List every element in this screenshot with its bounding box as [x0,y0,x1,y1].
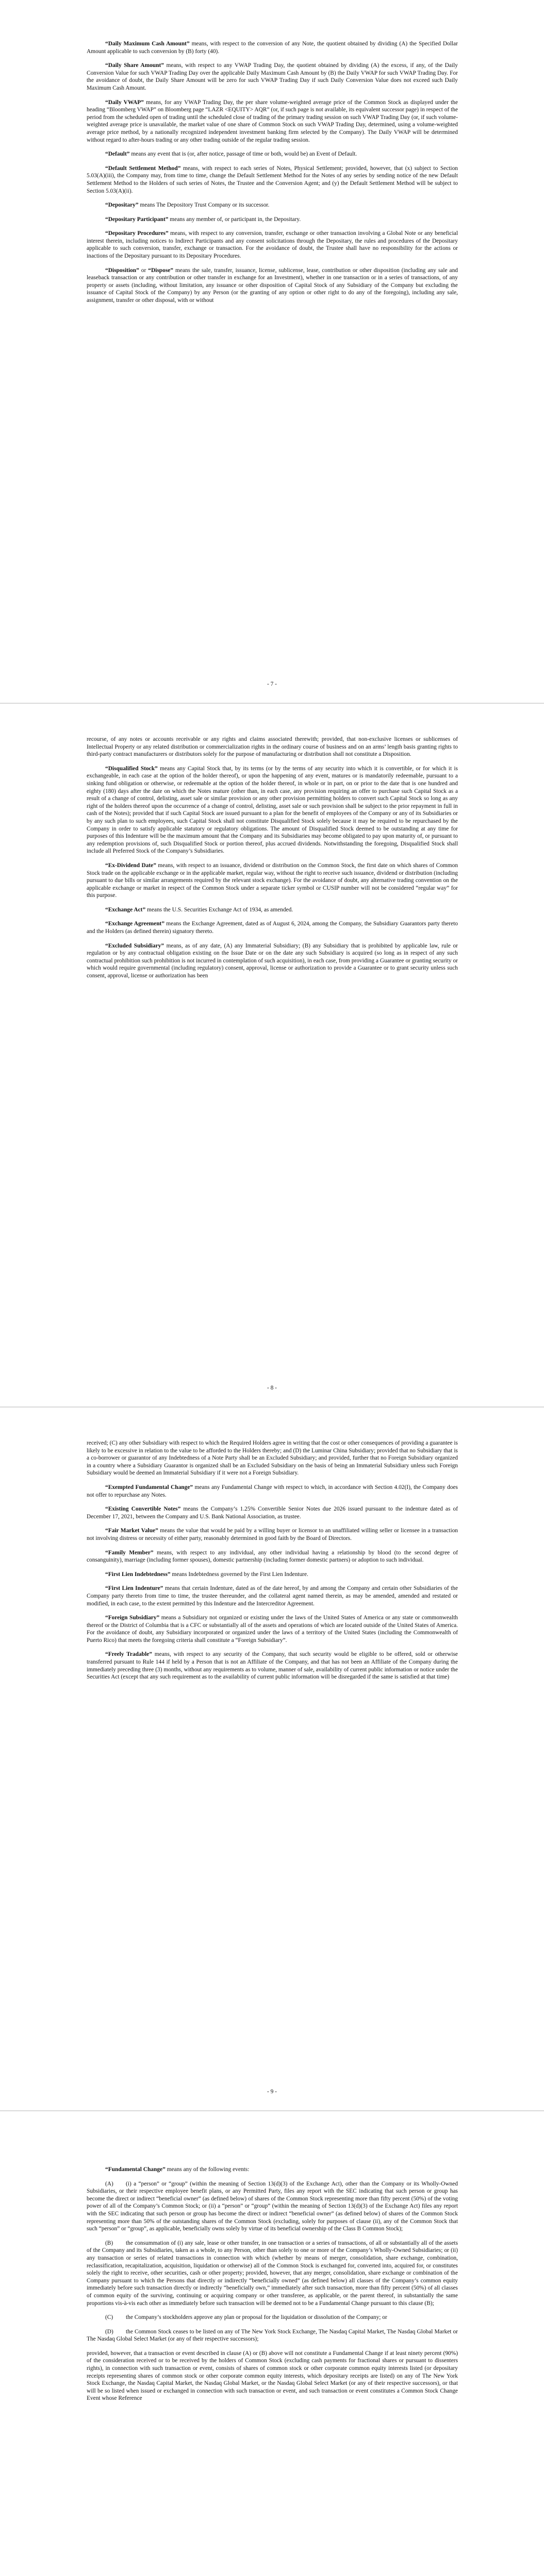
definition-paragraph [87,2166,458,2174]
paragraph-text: means the Exchange Agreement, dated as of August 6, 2024, among the Company, the Subsidiary Guarantors party thereto and the Holders (as defined therein) signatory thereto. [87,921,458,935]
defined-term: “Foreign Subsidiary” [105,1615,160,1621]
defined-term: “Excluded Subsidiary” [105,942,164,949]
page-10-content [87,2166,458,2409]
definition-paragraph [87,1571,458,1579]
page-7 [0,0,544,702]
continued-paragraph [87,736,458,758]
defined-term: “Exempted Fundamental Change” [105,1484,193,1490]
definition-paragraph [87,1651,458,1681]
paragraph-text: means, for any VWAP Trading Day, the per share volume-weighted average price of the Common Stock as displayed under the heading “Bloomberg VWAP” on Bloomberg page “LAZR <EQUITY> AQR” (or, if such page is not available, its equivalent successor page) in respect of the period from the scheduled open of trading until the scheduled close of trading of the primary trading session on such VWAP Trading Day (or, if such volume-weighted average price is unavailable, the market value of one share of Common Stock on such VWAP Trading Day, determined, using a volume-weighted average price method, by a nationally recognized independent investment banking firm selected by the Company). The Daily VWAP will be determined without regard to after-hours trading or any other trading outside of the regular trading session. [87,99,458,143]
paragraph-text: means any of the following events: [165,2166,250,2173]
defined-term: “Freely Tradable” [105,1651,152,1658]
paragraph-text: means any Fundamental Change with respect to which, in accordance with Section 4.02(I), the Company does not offer to repurchase any Notes. [87,1484,458,1498]
paragraph-text: provided, however, that a transaction or event described in clause (A) or (B) above will not constitute a Fundamental Change if at least ninety percent (90%) of the consideration received or to be received by the holders of Common Stock (excluding cash payments for fractional shares or pursuant to dissenters rights), in connection with such transaction or event, consists of shares of common stock or other corporate common equity interests listed (or depositary receipts representing shares of common stock or other corporate common equity interests, which depositary receipts are listed) on any of The New York Stock Exchange, the Nasdaq Capital Market, the Nasdaq Global Market, or the Nasdaq Global Select Market (or any of their respective successors), or that will be so listed when issued or exchanged in connection with such transaction or event, and such transaction or event constitutes a Common Stock Change Event whose Reference [87,2350,458,2402]
definition-paragraph [87,62,458,92]
paragraph-text: means, with respect to any VWAP Trading Day, the quotient obtained by dividing (A) the excess, if any, of the Daily Conversion Value for such VWAP Trading Day over the applicable Daily Maximum Cash Amount by (B) the Daily VWAP for such VWAP Trading Day. For the avoidance of doubt, the Daily Share Amount will be zero for such VWAP Trading Day if such Daily Conversion Value does not exceed such Daily Maximum Cash Amount. [87,62,458,91]
paragraph-text: means that certain Indenture, dated as of the date hereof, by and among the Company and certain other Subsidiaries of the Company party thereto from time to time, the trustee thereunder, and the collateral agent named therein, as may be amended, amended and restated or modified, in each case, to the extent permitted by this Indenture and the Intercreditor Agreement. [87,1585,458,1607]
definition-paragraph [87,906,458,914]
paragraph-text: means, as of any date, (A) any Immaterial Subsidiary; (B) any Subsidiary that is prohibited by applicable law, rule or regulation or by any contractual obligation existing on the Issue Date or on the date any such Subsidiary is acquired (so long as in respect of any such contractual prohibition such prohibition is not incurred in contemplation of such acquisition), in each case, from providing a Guarantee or granting security or which would require governmental (including regulatory) consent, approval, license or authorization to provide a Guarantee or to grant security unless such consent, approval, license or authorization has been [87,942,458,979]
page-8-content [87,736,458,987]
clause-paragraph [87,2180,458,2233]
defined-term: “First Lien Indebtedness” [105,1571,171,1578]
defined-term: “Daily VWAP” [105,99,144,106]
paragraph-text: means Indebtedness governed by the First Lien Indenture. [170,1571,308,1578]
defined-term: “Dispose” [148,267,173,274]
defined-term: “Disposition” [105,267,139,274]
defined-term: “Disqualified Stock” [105,765,158,772]
definition-paragraph [87,1585,458,1607]
defined-term: “Depositary Procedures” [105,230,169,237]
paragraph-text: means the sale, transfer, issuance, license, sublicense, lease, contribution or other disposition (including any sale and leaseback transaction or any contribution or other transfer in exchange for an Investment), whether in one transaction or in a series of transactions, of any property or assets (including, without limitation, any issuance or other disposition of Capital Stock of any Subsidiary of the Company but excluding the issuance of Capital Stock of the Company) by any Person (or the granting of any option or other right to do any of the foregoing), including any sale, assignment, transfer or other disposal, with or without [87,267,458,304]
definition-paragraph [87,230,458,260]
continued-paragraph [87,1439,458,1477]
definition-paragraph [87,1527,458,1542]
paragraph-text: recourse, of any notes or accounts receivable or any rights and claims associated therewith; provided, that non-exclusive licenses or sublicenses of Intellectual Property or any related distribution or commercialization rights in the ordinary course of business and on an arms’ length basis granting rights to third-party contract manufacturers or distributors solely for the purpose of manufacturing or distribution shall not constitute a Disposition. [87,736,458,758]
definition-paragraph [87,150,458,158]
continued-paragraph [87,2350,458,2402]
paragraph-text: the Common Stock ceases to be listed on any of The New York Stock Exchange, The Nasdaq Capital Market, The Nasdaq Global Market or The Nasdaq Global Select Market (or any of their respective successors); [87,2328,458,2343]
clause-paragraph [87,2328,458,2343]
paragraph-text: means, with respect to each series of Notes, Physical Settlement; provided, however, that (x) subject to Section 5.03(A)(iii), the Company may, from time to time, change the Default Settlement Method for the Notes of any series by sending notice of the new Default Settlement Method to the Holders of such series of Notes, the Trustee and the Conversion Agent; and (y) the Default Settlement Method will be subject to Section 5.03(A)(ii). [87,165,458,194]
definition-paragraph [87,201,458,209]
clause-label: (D) [105,2328,113,2335]
definition-paragraph [87,1484,458,1499]
definition-paragraph [87,1505,458,1520]
clause-label: (B) [105,2240,113,2246]
definition-paragraph [87,216,458,224]
definition-paragraph [87,99,458,144]
paragraph-text: means the value that would be paid by a willing buyer or licensor to an unaffiliated willing seller or licensee in a transaction not involving distress or necessity of either party, reasonably determined in good faith by the Board of Directors. [87,1528,458,1541]
paragraph-text: means, with respect to an issuance, dividend or distribution on the Common Stock, the first date on which shares of Common Stock trade on the applicable exchange or in the applicable market, regular way, without the right to receive such issuance, dividend or distribution (including pursuant to due bills or similar arrangements required by the relevant stock exchange). For the avoidance of doubt, any alternative trading convention on the applicable exchange or market in respect of the Common Stock under a separate ticker symbol or CUSIP number will not be considered “regular way” for this purpose. [87,862,458,899]
paragraph-text: means the U.S. Securities Exchange Act of 1934, as amended. [145,906,293,913]
clause-paragraph [87,2314,458,2321]
paragraph-text: means, with respect to any security of the Company, that such security would be eligible to be offered, sold or otherwise transferred pursuant to Rule 144 if held by a Person that is not an Affiliate of the Company, and that has not been an Affiliate of the Company during the immediately preceding three (3) months, without any requirements as to volume, manner of sale, availability of current public information or notice under the Securities Act (except that any such requirement as to the availability of current public information will be disregarded if the same is satisfied at that time) [87,1651,458,1681]
page-7-content [87,40,458,311]
definition-paragraph [87,40,458,55]
defined-term: “Depositary Participant” [105,216,169,223]
clause-label: (C) [105,2314,113,2321]
definition-paragraph [87,1549,458,1564]
defined-term: “Exchange Agreement” [105,921,165,927]
definition-paragraph [87,920,458,935]
defined-term: “Fair Market Value” [105,1528,158,1534]
term-connector: or [139,267,149,274]
paragraph-text: means any Capital Stock that, by its terms (or by the terms of any security into which it is convertible, or for which it is exchangeable, in each case at the option of the holder thereof), or upon the happening of any event, matures or is mandatorily redeemable, pursuant to a sinking fund obligation or otherwise, or redeemable at the option of the holder thereof, in whole or in part, on or prior to the date that is one hundred and eighty (180) days after the date on which the Notes mature (other than, in each case, any provision requiring an offer to purchase such Capital Stock as a result of a change of control, delisting, asset sale or similar provision or any other provision permitting holders to convert such Capital Stock so long as any right of the holders thereof upon the occurrence of a change of control, delisting, asset sale or such provision shall be subject to the prior repayment in full in cash of the Notes); provided that if such Capital Stock are issued pursuant to a plan for the benefit of employees of the Company or any of its Subsidiaries or by any such plan to such employees, such Capital Stock shall not constitute Disqualified Stock solely because it may be required to be repurchased by the Company in order to satisfy applicable statutory or regulatory obligations. The amount of Disqualified Stock deemed to be outstanding at any time for purposes of this Indenture will be the maximum amount that the Company and its Subsidiaries may become obligated to pay upon maturity of, or pursuant to any redemption provisions of, such Disqualified Stock or portion thereof, plus accrued dividends. Notwithstanding the foregoing, Disqualified Stock shall include all Preferred Stock of the Company’s Subsidiaries. [87,765,458,855]
definition-paragraph [87,267,458,304]
clause-paragraph [87,2240,458,2307]
defined-term: “Depositary” [105,202,139,209]
page-8 [0,704,544,1406]
paragraph-text: (i) a “person” or “group” (within the meaning of Section 13(d)(3) of the Exchange Act), other than the Company or its Wholly-Owned Subsidiaries, or their respective employee benefit plans, or any Permitted Party, files any report with the SEC indicating that such person or group has become the direct or indirect “beneficial owner” (as defined below) of shares of the Common Stock representing more than fifty percent (50%) of the voting power of all of the Company’s Common Stock; or (ii) a “person” or “group” (within the meaning of Section 13(d)(3) of the Exchange Act) files any report with the SEC indicating that such person or group has become the direct or indirect “beneficial owner” (as defined below) of shares of the Common Stock representing more than 50% of the outstanding shares of the Common Stock (excluding, solely for purposes of clause (ii), any of the Common Stock that such “person” or “group”, as applicable, beneficially owns solely by virtue of its beneficial ownership of the Class B Common Stock); [87,2180,458,2232]
paragraph-text: the consummation of (i) any sale, lease or other transfer, in one transaction or a series of transactions, of all or substantially all of the assets of the Company and its Subsidiaries, taken as a whole, to any Person, other than solely to one or more of the Company’s Wholly-Owned Subsidiaries; or (ii) any transaction or series of related transactions in connection with which (whether by means of merger, consolidation, share exchange, combination, reclassification, recapitalization, acquisition, liquidation or otherwise) all of the Common Stock is exchanged for, converted into, acquired for, or constitutes solely the right to receive, other securities, cash or other property; provided, however, that any merger, consolidation, share exchange or combination of the Company pursuant to which the Persons that directly or indirectly “beneficially owned” (as defined below) all classes of the Company’s common equity immediately before such transaction directly or indirectly “beneficially own,” immediately after such transaction, more than fifty percent (50%) of all classes of common equity of the surviving, continuing or acquiring company or other transferee, as applicable, or the parent thereof, in substantially the same proportions vis-à-vis each other as immediately before such transaction will be deemed not to be a Fundamental Change pursuant to this clause (B); [87,2240,458,2307]
clause-label: (A) [105,2180,113,2187]
defined-term: “Family Member” [105,1549,154,1556]
page-number: - 8 - [267,1385,277,1391]
definition-paragraph [87,765,458,855]
defined-term: “Daily Maximum Cash Amount” [105,41,190,47]
definition-paragraph [87,1614,458,1644]
paragraph-text: the Company’s stockholders approve any plan or proposal for the liquidation or dissolution of the Company; or [126,2314,387,2321]
page-number: - 7 - [267,681,277,687]
page-9-content [87,1439,458,1688]
paragraph-text: means any event that is (or, after notice, passage of time or both, would be) an Event of Default. [129,151,357,158]
defined-term: “Ex-Dividend Date” [105,862,156,869]
definition-paragraph [87,165,458,195]
paragraph-text: means, with respect to any conversion, transfer, exchange or other transaction involving a Global Note or any beneficial interest therein, including notices to Indirect Participants and any consent solicitations through the Depositary, the rules and procedures of the Depositary applicable to such conversion, transfer, exchange or transaction. For the avoidance of doubt, the Trustee shall have no responsibility for the actions or inactions of the Depositary pursuant to its Depositary Procedures. [87,230,458,260]
definition-paragraph [87,942,458,980]
page-10 [0,2111,544,2576]
defined-term: “Exchange Act” [105,906,146,913]
defined-term: “Fundamental Change” [105,2166,166,2173]
paragraph-text: means the Company’s 1.25% Convertible Senior Notes due 2026 issued pursuant to the indenture dated as of December 17, 2021, between the Company and U.S. Bank National Association, as trustee. [87,1506,458,1520]
paragraph-text: means a Subsidiary not organized or existing under the laws of the United States of America or any state or commonwealth thereof or the District of Columbia that is a CFC or substantially all of the assets and operations of which are located outside of the United States of America. For the avoidance of doubt, any Subsidiary incorporated or organized under the laws of a territory of the United States (including the Commonwealth of Puerto Rico) that meets the foregoing criteria shall constitute a “Foreign Subsidiary”. [87,1615,458,1643]
defined-term: “Existing Convertible Notes” [105,1506,181,1513]
page-number: - 9 - [267,2089,277,2095]
defined-term: “First Lien Indenture” [105,1585,163,1592]
paragraph-text: means The Depository Trust Company or its successor. [138,202,270,209]
definition-paragraph [87,862,458,900]
defined-term: “Default Settlement Method” [105,165,181,172]
paragraph-text: received; (C) any other Subsidiary with respect to which the Required Holders agree in writing that the cost or other consequences of providing a guarantee is likely to be excessive in relation to the value to be afforded to the Holders thereby; and (D) the Luminar China Subsidiary; provided that no Subsidiary that is a co-borrower or guarantor of any Indebtedness of a Note Party shall be an Excluded Subsidiary; and provided, further that no Foreign Subsidiary organized in a country where a Subsidiary Guarantor is organized shall be an Excluded Subsidiary on the basis of being an Immaterial Subsidiary unless such Foreign Subsidiary would be deemed an Immaterial Subsidiary if it were not a Foreign Subsidiary. [87,1440,458,1477]
defined-term: “Default” [105,151,130,158]
paragraph-text: means, with respect to any individual, any other individual having a relationship by blood (to the second degree of consanguinity), marriage (including former spouses), domestic partnership (including former domestic partners) or adoption to such individual. [87,1549,458,1564]
paragraph-text: means any member of, or participant in, the Depositary. [168,216,301,223]
paragraph-text: means, with respect to the conversion of any Note, the quotient obtained by dividing (A) the Specified Dollar Amount applicable to such conversion by (B) forty (40). [87,41,458,55]
defined-term: “Daily Share Amount” [105,62,164,69]
page-9 [0,1408,544,2110]
